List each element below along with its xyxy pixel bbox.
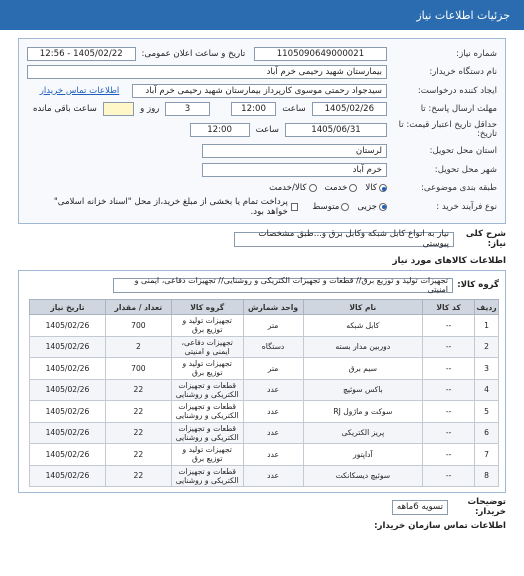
- category-radio-service[interactable]: [325, 183, 358, 193]
- province-label: استان محل تحویل:: [429, 146, 497, 156]
- buyer-contact-link[interactable]: اطلاعات تماس خریدار: [39, 85, 120, 96]
- cell-group: قطعات و تجهیزات الکتریکی و روشنایی: [171, 379, 243, 401]
- announce-label: تاریخ و ساعت اعلان عمومی:: [141, 48, 246, 59]
- hours-remaining-field: [103, 102, 134, 116]
- province-field: لرستان: [202, 144, 387, 158]
- cell-group: قطعات و تجهیزات الکتریکی و روشنایی: [171, 465, 243, 487]
- deadline-label-text: مهلت ارسال پاسخ: تا: [420, 104, 497, 114]
- treasury-checkbox[interactable]: [35, 197, 298, 217]
- row-deadline: [27, 101, 497, 118]
- radio-unselected-icon: [349, 184, 357, 192]
- cell-group: تجهیزات تولید و توزیع برق: [171, 315, 243, 337]
- cell-code: --: [423, 336, 475, 358]
- process-label: نوع فرآیند خرید :: [436, 201, 497, 212]
- cell-code: --: [423, 422, 475, 444]
- category-radio-goods[interactable]: [365, 183, 387, 193]
- category-option-both: کالا/خدمت: [269, 183, 307, 193]
- goods-panel: [18, 270, 506, 493]
- remaining-label: ساعت باقی مانده: [33, 104, 97, 114]
- deadline-time-label: ساعت: [282, 104, 306, 114]
- days-label: روز و: [140, 104, 160, 114]
- announce-field: 1405/02/22 - 12:56: [27, 47, 136, 61]
- cell-row: 5: [475, 401, 499, 423]
- cell-code: --: [423, 315, 475, 337]
- need-info-panel: [18, 38, 506, 224]
- row-need-number: [27, 45, 497, 62]
- description-field: نیاز به انواع کابل شبکه وکابل برق و...طبق مشخصات پیوستی: [234, 232, 454, 247]
- cell-date: 1405/02/26: [30, 336, 106, 358]
- cell-qty: 22: [105, 444, 171, 466]
- row-city: [27, 161, 497, 178]
- col-group: گروه کالا: [171, 300, 243, 315]
- category-label: طبقه بندی موضوعی:: [420, 183, 497, 193]
- page-header: [0, 0, 524, 30]
- table-row[interactable]: [30, 358, 499, 380]
- table-row[interactable]: [30, 444, 499, 466]
- table-row[interactable]: [30, 315, 499, 337]
- process-option-minor: جزیی: [357, 201, 377, 212]
- cell-code: --: [423, 358, 475, 380]
- goods-group-field: تجهیزات تولید و توزیع برق// قطعات و تجهیزات الکتریکی و روشنایی// تجهیزات دفاعی، ایمنی و امنیتی: [113, 278, 453, 293]
- cell-unit: متر: [243, 315, 303, 337]
- cell-qty: 2: [105, 336, 171, 358]
- row-process: [27, 198, 497, 215]
- validity-label: حداقل تاریخ اعتبار قیمت: تا تاریخ:: [398, 120, 497, 139]
- category-radio-both[interactable]: [269, 183, 316, 193]
- cell-unit: عدد: [243, 465, 303, 487]
- cell-name: دوربین مدار بسته: [303, 336, 423, 358]
- cell-qty: 700: [105, 315, 171, 337]
- cell-group: تجهیزات تولید و توزیع برق: [171, 444, 243, 466]
- cell-name: سوکت و ماژول RJ: [303, 401, 423, 423]
- cell-name: سیم برق: [303, 358, 423, 380]
- deadline-label: [387, 104, 497, 114]
- validity-time-field: 12:00: [190, 123, 250, 137]
- cell-date: 1405/02/26: [30, 379, 106, 401]
- cell-code: --: [423, 444, 475, 466]
- cell-code: --: [423, 401, 475, 423]
- cell-qty: 22: [105, 379, 171, 401]
- goods-table-body: [30, 315, 499, 487]
- cell-group: تجهیزات دفاعی، ایمنی و امنیتی: [171, 336, 243, 358]
- checkbox-icon: [291, 203, 299, 211]
- creator-label: ایجاد کننده درخواست:: [417, 85, 497, 96]
- cell-code: --: [423, 465, 475, 487]
- need-number-label: شماره نیاز:: [456, 48, 497, 59]
- buyer-notes-field: تسویه 6ماهه: [392, 500, 448, 515]
- cell-name: سوئیچ دیسکانکت: [303, 465, 423, 487]
- row-province: [27, 143, 497, 160]
- buyer-notes-label: توضیحات خریدار:: [467, 497, 506, 517]
- cell-date: 1405/02/26: [30, 444, 106, 466]
- page-title: جزئیات اطلاعات نیاز: [416, 8, 510, 22]
- cell-qty: 22: [105, 465, 171, 487]
- table-row[interactable]: [30, 401, 499, 423]
- row-category: [27, 180, 497, 197]
- process-radio-minor[interactable]: [357, 202, 387, 212]
- row-creator: [27, 82, 497, 99]
- cell-row: 8: [475, 465, 499, 487]
- description-label: شرح کلی نیاز:: [465, 229, 506, 249]
- buyer-field: بیمارستان شهید رحیمی خرم آباد: [27, 65, 387, 79]
- cell-row: 6: [475, 422, 499, 444]
- table-row[interactable]: [30, 422, 499, 444]
- col-date: تاریخ نیاز: [30, 300, 106, 315]
- goods-table: [29, 299, 499, 487]
- radio-unselected-icon: [341, 203, 349, 211]
- creator-field: سیدجواد رحمتی موسوی کارپرداز بیمارستان شهید رحیمی خرم آباد: [132, 84, 387, 98]
- cell-name: کابل شبکه: [303, 315, 423, 337]
- deadline-time-field: 12:00: [231, 102, 277, 116]
- table-row[interactable]: [30, 336, 499, 358]
- days-remaining-field: 3: [165, 102, 209, 116]
- cell-date: 1405/02/26: [30, 401, 106, 423]
- payment-note: پرداخت تمام یا بخشی از مبلغ خرید،از محل "اسناد خزانه اسلامی" خواهد بود.: [53, 196, 288, 217]
- process-radio-medium[interactable]: [312, 202, 349, 212]
- cell-date: 1405/02/26: [30, 315, 106, 337]
- goods-section-title: اطلاعات کالاهای مورد نیاز: [392, 256, 506, 266]
- cell-unit: دستگاه: [243, 336, 303, 358]
- table-row[interactable]: [30, 465, 499, 487]
- cell-group: قطعات و تجهیزات الکتریکی و روشنایی: [171, 401, 243, 423]
- cell-row: 1: [475, 315, 499, 337]
- cell-row: 2: [475, 336, 499, 358]
- validity-time-label: ساعت: [255, 125, 279, 135]
- cell-code: --: [423, 379, 475, 401]
- table-row[interactable]: [30, 379, 499, 401]
- cell-group: تجهیزات تولید و توزیع برق: [171, 358, 243, 380]
- cell-qty: 22: [105, 401, 171, 423]
- cell-unit: عدد: [243, 379, 303, 401]
- cell-name: باکس سوئیچ: [303, 379, 423, 401]
- cell-name: آداپتور: [303, 444, 423, 466]
- cell-qty: 700: [105, 358, 171, 380]
- category-option-goods: کالا: [365, 183, 377, 193]
- col-code: کد کالا: [423, 300, 475, 315]
- description-section: [18, 230, 506, 531]
- cell-date: 1405/02/26: [30, 465, 106, 487]
- need-number-field: 1105090649000021: [254, 47, 387, 61]
- goods-group-label: گروه کالا:: [457, 280, 499, 290]
- cell-unit: عدد: [243, 444, 303, 466]
- row-buyer: [27, 64, 497, 81]
- deadline-date-field: 1405/02/26: [312, 102, 387, 116]
- col-qty: تعداد / مقدار: [105, 300, 171, 315]
- radio-selected-icon: [379, 203, 387, 211]
- buyer-label: نام دستگاه خریدار:: [429, 67, 497, 77]
- radio-selected-icon: [379, 184, 387, 192]
- cell-qty: 22: [105, 422, 171, 444]
- buyer-org-contact-title: اطلاعات تماس سازمان خریدار:: [374, 521, 506, 531]
- cell-row: 7: [475, 444, 499, 466]
- city-field: خرم آباد: [202, 163, 387, 177]
- cell-row: 3: [475, 358, 499, 380]
- process-option-medium: متوسط: [312, 201, 340, 212]
- row-validity: [27, 119, 497, 141]
- cell-row: 4: [475, 379, 499, 401]
- cell-unit: متر: [243, 358, 303, 380]
- radio-unselected-icon: [309, 184, 317, 192]
- cell-unit: عدد: [243, 422, 303, 444]
- cell-name: پریز الکتریکی: [303, 422, 423, 444]
- category-option-service: خدمت: [324, 183, 348, 193]
- col-name: نام کالا: [303, 300, 423, 315]
- col-unit: واحد شمارش: [243, 300, 303, 315]
- cell-date: 1405/02/26: [30, 358, 106, 380]
- col-row: ردیف: [475, 300, 499, 315]
- cell-group: قطعات و تجهیزات الکتریکی و روشنایی: [171, 422, 243, 444]
- cell-date: 1405/02/26: [30, 422, 106, 444]
- city-label: شهر محل تحویل:: [434, 164, 497, 175]
- cell-unit: عدد: [243, 401, 303, 423]
- validity-date-field: 1405/06/31: [285, 123, 387, 137]
